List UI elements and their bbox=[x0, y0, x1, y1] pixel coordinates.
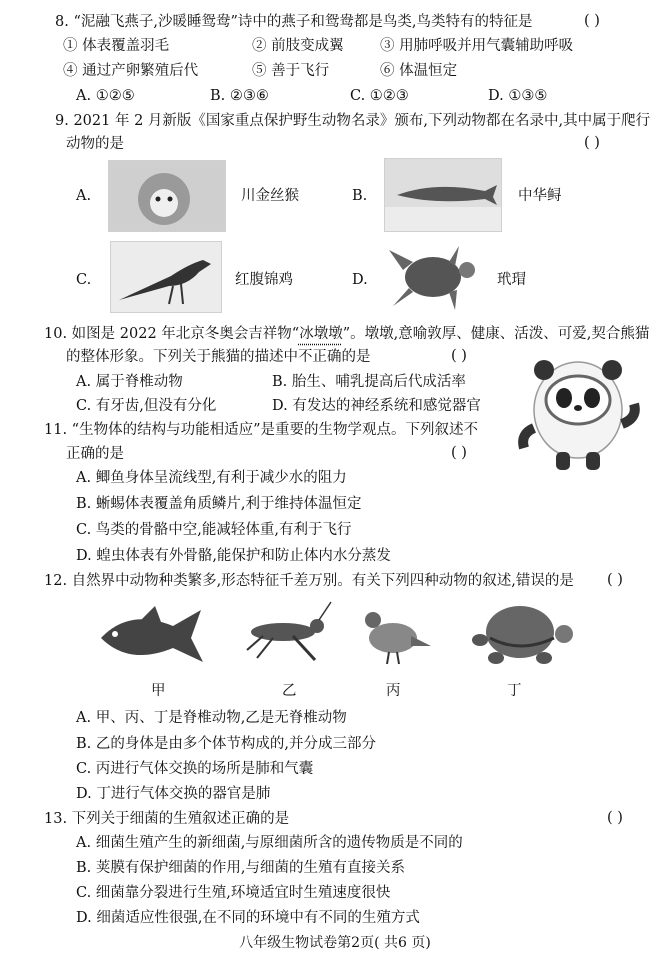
q11-option-d: D. 蝗虫体表有外骨骼,能保护和防止体内水分蒸发 bbox=[76, 548, 391, 564]
q10-option-a: A. 属于脊椎动物 bbox=[76, 374, 183, 390]
q9-option-b-letter: B. bbox=[352, 188, 368, 204]
q10-option-d: D. 有发达的神经系统和感觉器官 bbox=[272, 398, 481, 414]
q11-option-a: A. 鲫鱼身体呈流线型,有利于减少水的阻力 bbox=[76, 470, 347, 486]
pigeon-image bbox=[357, 600, 433, 668]
q10-answer-paren: ( ) bbox=[451, 348, 467, 364]
q10-stem-line1: 10. 如图是 2022 年北京冬奥会吉祥物“冰墩墩”。墩墩,意喻敦厚、健康、活泼、可爱,契合熊猫 bbox=[44, 326, 650, 342]
q8-answer-paren: ( ) bbox=[584, 13, 600, 29]
q12-option-b: B. 乙的身体是由多个体节构成的,并分成三部分 bbox=[76, 736, 376, 752]
q12-option-c: C. 丙进行气体交换的场所是肺和气囊 bbox=[76, 761, 314, 777]
sturgeon-image bbox=[384, 158, 502, 232]
q9-stem-line2: 动物的是 bbox=[66, 136, 124, 152]
q9-option-a-name: 川金丝猴 bbox=[241, 188, 299, 204]
q9-option-d-name: 玳瑁 bbox=[497, 272, 526, 288]
hawksbill-turtle-image bbox=[383, 240, 483, 314]
q10-stem-part3: 的是 bbox=[341, 349, 371, 365]
q11-stem-line2: 正确的是 bbox=[66, 446, 124, 462]
q9-option-a-letter: A. bbox=[76, 188, 92, 204]
q13-option-b: B. 荚膜有保护细菌的作用,与细菌的生殖有直接关系 bbox=[76, 860, 405, 876]
q8-option-d: D. ①③⑤ bbox=[488, 88, 548, 104]
turtle-image bbox=[466, 596, 580, 674]
bing-dwen-dwen-image bbox=[500, 348, 655, 476]
q9-option-b-name: 中华鲟 bbox=[518, 188, 562, 204]
q9-answer-paren: ( ) bbox=[584, 135, 600, 151]
q13-answer-paren: ( ) bbox=[607, 810, 623, 826]
q12-option-d: D. 丁进行气体交换的器官是肺 bbox=[76, 786, 271, 802]
q12-label-jia: 甲 bbox=[151, 683, 166, 699]
q8-statement-3: ③ 用肺呼吸并用气囊辅助呼吸 bbox=[380, 38, 574, 54]
q11-stem-line1: 11. “生物体的结构与功能相适应”是重要的生物学观点。下列叙述不 bbox=[44, 422, 478, 438]
q11-option-c: C. 鸟类的骨骼中空,能减轻体重,有利于飞行 bbox=[76, 522, 352, 538]
q12-label-ding: 丁 bbox=[507, 683, 522, 699]
q13-stem: 13. 下列关于细菌的生殖叙述正确的是 bbox=[44, 811, 290, 827]
q10-stem-part1: 的整体形象。下列关于熊猫的描述中 bbox=[66, 349, 298, 365]
q10-stem-line2 bbox=[66, 348, 371, 366]
q8-statement-5: ⑤ 善于飞行 bbox=[252, 63, 330, 79]
golden-pheasant-image bbox=[110, 241, 222, 313]
q11-answer-paren: ( ) bbox=[451, 445, 467, 461]
q13-option-a: A. 细菌生殖产生的新细菌,与原细菌所含的遗传物质是不同的 bbox=[76, 835, 463, 851]
q9-option-c-name: 红腹锦鸡 bbox=[235, 272, 293, 288]
q13-option-d: D. 细菌适应性很强,在不同的环境中有不同的生殖方式 bbox=[76, 910, 420, 926]
q8-option-a: A. ①②⑤ bbox=[76, 88, 135, 104]
q9-option-d-letter: D. bbox=[352, 272, 368, 288]
q9-option-c-letter: C. bbox=[76, 272, 92, 288]
q10-option-c: C. 有牙齿,但没有分化 bbox=[76, 398, 217, 414]
q12-label-yi: 乙 bbox=[282, 683, 297, 699]
q11-option-b: B. 蜥蜴体表覆盖角质鳞片,利于维持体温恒定 bbox=[76, 496, 362, 512]
q12-stem: 12. 自然界中动物种类繁多,形态特征千差万别。有关下列四种动物的叙述,错误的是 bbox=[44, 573, 574, 589]
q8-statement-6: ⑥ 体温恒定 bbox=[380, 63, 458, 79]
q10-option-b: B. 胎生、哺乳提高后代成活率 bbox=[272, 374, 466, 390]
page-footer: 八年级生物试卷第2页( 共6 页) bbox=[239, 935, 431, 951]
q8-option-b: B. ②③⑥ bbox=[210, 88, 269, 104]
golden-monkey-image bbox=[108, 160, 226, 232]
q12-label-bing: 丙 bbox=[386, 683, 401, 699]
q8-option-c: C. ①②③ bbox=[350, 88, 409, 104]
q8-statement-4: ④ 通过产卵繁殖后代 bbox=[63, 63, 199, 79]
q10-emphasis: 不正确 bbox=[298, 349, 342, 365]
q12-option-a: A. 甲、丙、丁是脊椎动物,乙是无脊椎动物 bbox=[76, 710, 347, 726]
q13-option-c: C. 细菌靠分裂进行生殖,环境适宜时生殖速度很快 bbox=[76, 885, 391, 901]
q8-statement-2: ② 前肢变成翼 bbox=[252, 38, 344, 54]
q9-stem-line1: 9. 2021 年 2 月新版《国家重点保护野生动物名录》颁布,下列动物都在名录中,其中属于爬行 bbox=[55, 113, 651, 129]
grasshopper-image bbox=[243, 600, 335, 668]
q12-answer-paren: ( ) bbox=[607, 572, 623, 588]
fish-image bbox=[95, 600, 213, 670]
q8-statement-1: ① 体表覆盖羽毛 bbox=[63, 38, 170, 54]
q8-stem: 8. “泥融飞燕子,沙暖睡鸳鸯”诗中的燕子和鸳鸯都是鸟类,鸟类特有的特征是 bbox=[55, 14, 533, 30]
